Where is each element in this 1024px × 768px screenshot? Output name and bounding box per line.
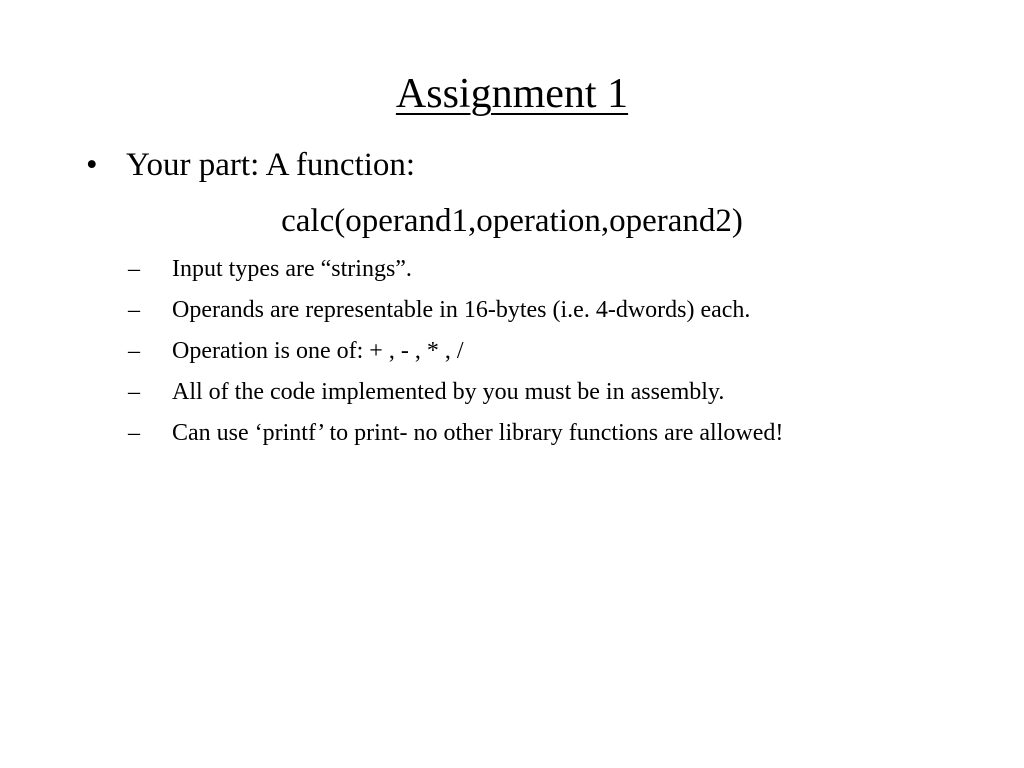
- list-item: [128, 377, 783, 418]
- dash-marker: –: [128, 297, 140, 323]
- list-item: [128, 418, 783, 459]
- main-bullet-text: Your part: A function:: [126, 147, 416, 183]
- dash-marker: –: [128, 256, 140, 282]
- list-item-text: Can use ‘printf’ to print- no other library functions are allowed!: [172, 420, 784, 446]
- slide-title: [0, 68, 1024, 120]
- dash-marker: –: [128, 338, 140, 364]
- bullet-marker: •: [86, 147, 98, 183]
- list-item-text: All of the code implemented by you must be in assembly.: [172, 379, 725, 405]
- list-item: [128, 336, 783, 377]
- list-item-text: Operands are representable in 16-bytes (i.e. 4-dwords) each.: [172, 297, 751, 323]
- requirements-list: [128, 254, 783, 459]
- dash-marker: –: [128, 379, 140, 405]
- main-bullet: [86, 145, 415, 185]
- list-item-text: Input types are “strings”.: [172, 256, 412, 282]
- dash-marker: –: [128, 420, 140, 446]
- list-item: [128, 254, 783, 295]
- list-item-text: Operation is one of: + , - , * , /: [172, 338, 464, 364]
- list-item: [128, 295, 783, 336]
- function-signature: calc(operand1,operation,operand2): [281, 203, 743, 239]
- slide-title-text: Assignment 1: [395, 71, 629, 117]
